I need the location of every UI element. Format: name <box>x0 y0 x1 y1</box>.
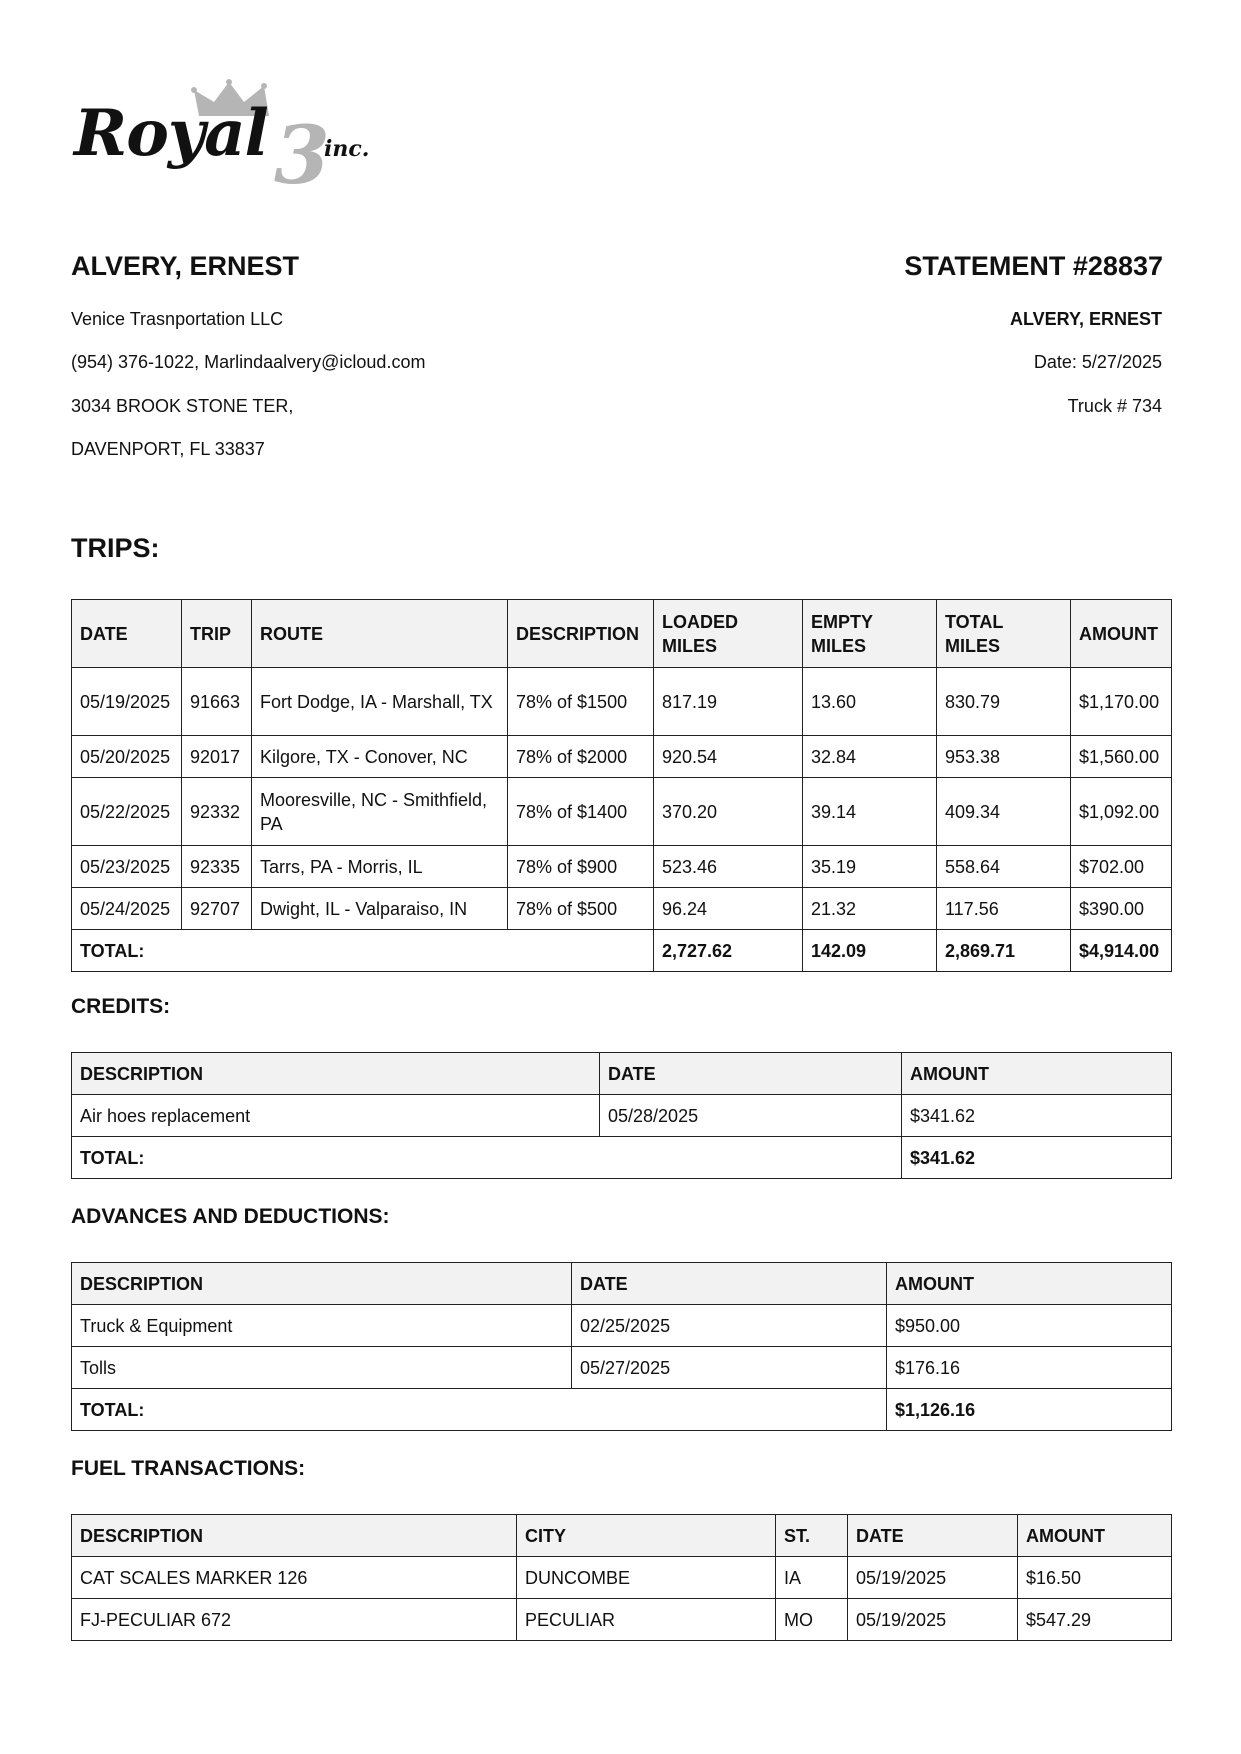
advances-table <box>71 1262 1172 1431</box>
logo-number: 3 <box>274 108 330 202</box>
table-row <box>72 888 1172 930</box>
total-label: TOTAL: <box>72 1137 902 1179</box>
cell: $16.50 <box>1018 1557 1172 1599</box>
cell: 92335 <box>182 846 252 888</box>
cell: FJ-PECULIAR 672 <box>72 1599 517 1641</box>
cell: 05/28/2025 <box>600 1095 902 1137</box>
cell: Fort Dodge, IA - Marshall, TX <box>252 668 508 736</box>
cell: 91663 <box>182 668 252 736</box>
cell: 05/20/2025 <box>72 736 182 778</box>
address-line-1: 3034 BROOK STONE TER, <box>71 396 294 416</box>
col-amount: AMOUNT <box>902 1053 1172 1095</box>
fuel-header-row <box>72 1515 1172 1557</box>
col-date: DATE <box>72 600 182 668</box>
cell: 830.79 <box>937 668 1071 736</box>
cell: 32.84 <box>803 736 937 778</box>
cell: $390.00 <box>1071 888 1172 930</box>
cell: Kilgore, TX - Conover, NC <box>252 736 508 778</box>
cell: 92332 <box>182 778 252 846</box>
cell: 39.14 <box>803 778 937 846</box>
statement-date: Date: 5/27/2025 <box>1033 352 1162 372</box>
cell: 117.56 <box>937 888 1071 930</box>
table-row <box>72 1347 1172 1389</box>
company-logo <box>74 78 394 202</box>
advances-header-row <box>72 1263 1172 1305</box>
cell: 35.19 <box>803 846 937 888</box>
address-line-2: DAVENPORT, FL 33837 <box>71 439 265 459</box>
cell: 05/27/2025 <box>572 1347 887 1389</box>
col-city: CITY <box>517 1515 776 1557</box>
cell: $1,092.00 <box>1071 778 1172 846</box>
total-miles: 2,869.71 <box>937 930 1071 972</box>
col-empty-miles: EMPTY MILES <box>803 600 937 668</box>
cell: Tolls <box>72 1347 572 1389</box>
cell: 05/19/2025 <box>848 1557 1018 1599</box>
truck-number: Truck # 734 <box>1067 396 1162 416</box>
credits-header-row <box>72 1053 1172 1095</box>
advances-total-row <box>72 1389 1172 1431</box>
table-row <box>72 668 1172 736</box>
cell: CAT SCALES MARKER 126 <box>72 1557 517 1599</box>
cell: 92707 <box>182 888 252 930</box>
cell: 920.54 <box>654 736 803 778</box>
total-empty-miles: 142.09 <box>803 930 937 972</box>
cell: 05/23/2025 <box>72 846 182 888</box>
cell: 05/19/2025 <box>848 1599 1018 1641</box>
cell: 92017 <box>182 736 252 778</box>
fuel-table <box>71 1514 1172 1641</box>
col-description: DESCRIPTION <box>508 600 654 668</box>
logo-script: Royal <box>74 96 268 171</box>
col-date: DATE <box>848 1515 1018 1557</box>
table-row <box>72 1557 1172 1599</box>
cell: 05/22/2025 <box>72 778 182 846</box>
cell: Mooresville, NC - Smithfield, PA <box>252 778 508 846</box>
credits-total-row <box>72 1137 1172 1179</box>
cell: Dwight, IL - Valparaiso, IN <box>252 888 508 930</box>
cell: 558.64 <box>937 846 1071 888</box>
cell: Tarrs, PA - Morris, IL <box>252 846 508 888</box>
table-row <box>72 778 1172 846</box>
driver-name: ALVERY, ERNEST <box>71 251 300 281</box>
total-amount: $341.62 <box>902 1137 1172 1179</box>
cell: $1,560.00 <box>1071 736 1172 778</box>
cell: 409.34 <box>937 778 1071 846</box>
trips-table <box>71 599 1172 972</box>
col-trip: TRIP <box>182 600 252 668</box>
fuel-title: FUEL TRANSACTIONS: <box>71 1457 306 1480</box>
cell: 21.32 <box>803 888 937 930</box>
cell: 78% of $1400 <box>508 778 654 846</box>
cell: PECULIAR <box>517 1599 776 1641</box>
col-date: DATE <box>600 1053 902 1095</box>
col-amount: AMOUNT <box>1018 1515 1172 1557</box>
cell: $176.16 <box>887 1347 1172 1389</box>
table-row <box>72 736 1172 778</box>
col-description: DESCRIPTION <box>72 1515 517 1557</box>
total-amount: $1,126.16 <box>887 1389 1172 1431</box>
total-label: TOTAL: <box>72 930 654 972</box>
table-row <box>72 1305 1172 1347</box>
cell: 817.19 <box>654 668 803 736</box>
col-route: ROUTE <box>252 600 508 668</box>
cell: 05/19/2025 <box>72 668 182 736</box>
credits-table <box>71 1052 1172 1179</box>
col-loaded-miles: LOADED MILES <box>654 600 803 668</box>
logo-suffix: inc. <box>324 136 370 162</box>
cell: DUNCOMBE <box>517 1557 776 1599</box>
cell: 96.24 <box>654 888 803 930</box>
company-name: Venice Trasnportation LLC <box>71 309 284 329</box>
total-amount: $4,914.00 <box>1071 930 1172 972</box>
cell: 78% of $2000 <box>508 736 654 778</box>
statement-title: STATEMENT #28837 <box>904 251 1163 281</box>
cell: 13.60 <box>803 668 937 736</box>
cell: $547.29 <box>1018 1599 1172 1641</box>
trips-header-row <box>72 600 1172 668</box>
col-total-miles: TOTAL MILES <box>937 600 1071 668</box>
col-state: ST. <box>776 1515 848 1557</box>
cell: 02/25/2025 <box>572 1305 887 1347</box>
cell: MO <box>776 1599 848 1641</box>
col-amount: AMOUNT <box>887 1263 1172 1305</box>
cell: $950.00 <box>887 1305 1172 1347</box>
total-loaded-miles: 2,727.62 <box>654 930 803 972</box>
cell: $1,170.00 <box>1071 668 1172 736</box>
advances-title: ADVANCES AND DEDUCTIONS: <box>71 1205 390 1228</box>
table-row <box>72 1599 1172 1641</box>
cell: Truck & Equipment <box>72 1305 572 1347</box>
table-row <box>72 846 1172 888</box>
col-amount: AMOUNT <box>1071 600 1172 668</box>
cell: 78% of $500 <box>508 888 654 930</box>
cell: 523.46 <box>654 846 803 888</box>
col-description: DESCRIPTION <box>72 1263 572 1305</box>
cell: 370.20 <box>654 778 803 846</box>
cell: $341.62 <box>902 1095 1172 1137</box>
cell: Air hoes replacement <box>72 1095 600 1137</box>
cell: $702.00 <box>1071 846 1172 888</box>
cell: 05/24/2025 <box>72 888 182 930</box>
total-label: TOTAL: <box>72 1389 887 1431</box>
cell: 78% of $900 <box>508 846 654 888</box>
col-date: DATE <box>572 1263 887 1305</box>
cell: 953.38 <box>937 736 1071 778</box>
trips-total-row <box>72 930 1172 972</box>
cell: 78% of $1500 <box>508 668 654 736</box>
table-row <box>72 1095 1172 1137</box>
contact-info: (954) 376-1022, Marlindaalvery@icloud.com <box>71 352 426 372</box>
col-description: DESCRIPTION <box>72 1053 600 1095</box>
credits-title: CREDITS: <box>71 995 171 1018</box>
trips-title: TRIPS: <box>71 533 160 563</box>
statement-driver-name: ALVERY, ERNEST <box>1009 309 1162 329</box>
cell: IA <box>776 1557 848 1599</box>
